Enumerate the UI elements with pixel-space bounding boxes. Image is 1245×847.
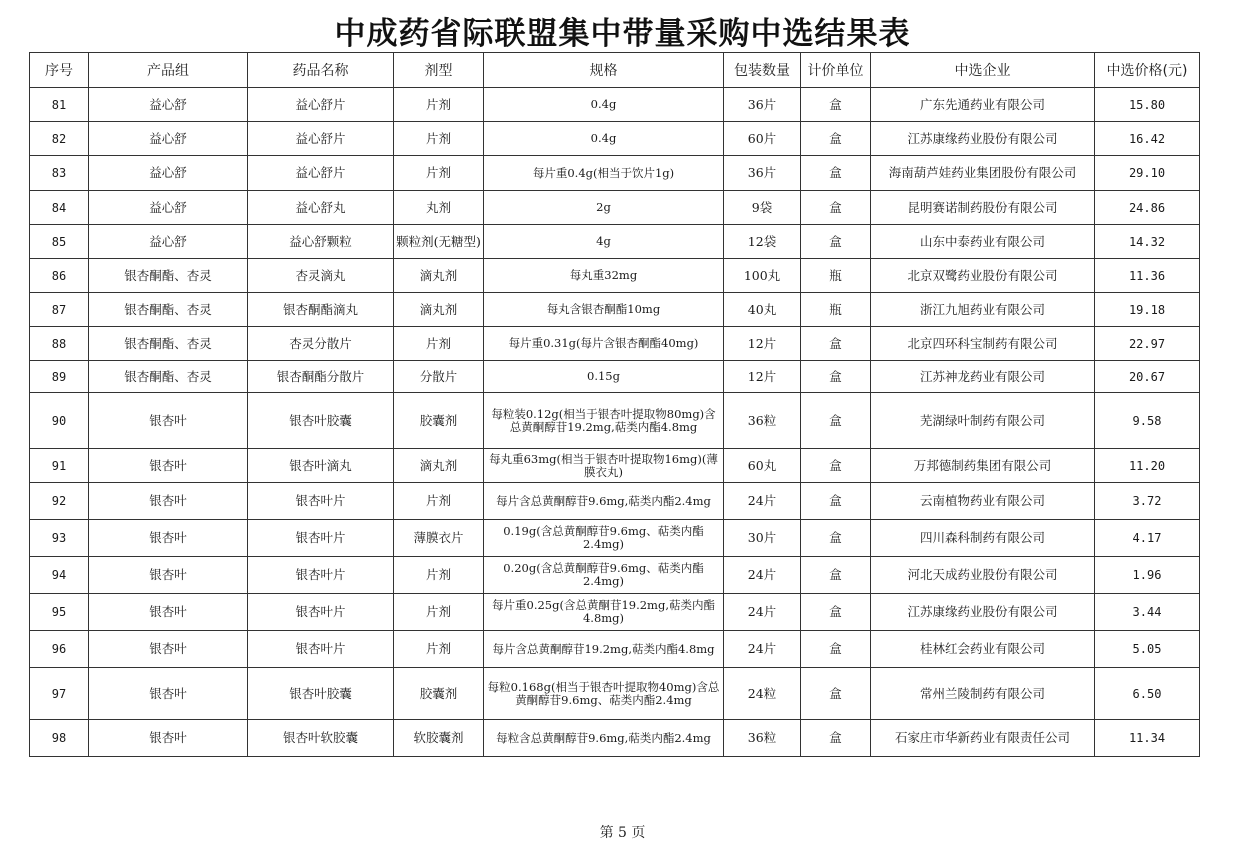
table-row — [30, 594, 1200, 631]
cell-price: 29.10 — [1095, 156, 1200, 191]
cell-seq: 92 — [30, 483, 89, 520]
cell-group: 益心舒 — [89, 191, 248, 225]
cell-spec: 每片重0.31g(每片含银杏酮酯40mg) — [484, 327, 724, 361]
cell-spec: 0.20g(含总黄酮醇苷9.6mg、萜类内酯2.4mg) — [484, 557, 724, 594]
cell-price: 16.42 — [1095, 122, 1200, 156]
cell-price: 22.97 — [1095, 327, 1200, 361]
cell-form: 片剂 — [394, 631, 484, 668]
cell-spec: 每片含总黄酮醇苷19.2mg,萜类内酯4.8mg — [484, 631, 724, 668]
cell-seq: 91 — [30, 449, 89, 483]
cell-group: 益心舒 — [89, 156, 248, 191]
cell-name: 银杏叶片 — [248, 594, 394, 631]
cell-pack: 24片 — [724, 557, 801, 594]
cell-price: 20.67 — [1095, 361, 1200, 393]
cell-company: 桂林红会药业有限公司 — [871, 631, 1095, 668]
cell-form: 胶囊剂 — [394, 668, 484, 720]
table-row — [30, 449, 1200, 483]
cell-unit: 盒 — [801, 225, 871, 259]
cell-group: 银杏叶 — [89, 557, 248, 594]
cell-form: 片剂 — [394, 483, 484, 520]
table-row — [30, 483, 1200, 520]
cell-unit: 盒 — [801, 393, 871, 449]
cell-price: 5.05 — [1095, 631, 1200, 668]
table-row — [30, 668, 1200, 720]
header-group: 产品组 — [89, 53, 248, 88]
cell-company: 四川森科制药有限公司 — [871, 520, 1095, 557]
cell-seq: 85 — [30, 225, 89, 259]
cell-company: 海南葫芦娃药业集团股份有限公司 — [871, 156, 1095, 191]
cell-form: 片剂 — [394, 156, 484, 191]
cell-group: 银杏叶 — [89, 520, 248, 557]
cell-unit: 瓶 — [801, 259, 871, 293]
header-unit: 计价单位 — [801, 53, 871, 88]
cell-form: 片剂 — [394, 88, 484, 122]
cell-seq: 84 — [30, 191, 89, 225]
cell-spec: 0.19g(含总黄酮醇苷9.6mg、萜类内酯2.4mg) — [484, 520, 724, 557]
cell-unit: 盒 — [801, 361, 871, 393]
cell-name: 银杏叶胶囊 — [248, 393, 394, 449]
header-company: 中选企业 — [871, 53, 1095, 88]
cell-spec: 每丸含银杏酮酯10mg — [484, 293, 724, 327]
cell-company: 芜湖绿叶制药有限公司 — [871, 393, 1095, 449]
cell-seq: 98 — [30, 720, 89, 757]
table-row — [30, 88, 1200, 122]
cell-form: 丸剂 — [394, 191, 484, 225]
cell-company: 北京四环科宝制药有限公司 — [871, 327, 1095, 361]
cell-name: 银杏叶软胶囊 — [248, 720, 394, 757]
cell-seq: 97 — [30, 668, 89, 720]
cell-group: 益心舒 — [89, 122, 248, 156]
cell-name: 杏灵分散片 — [248, 327, 394, 361]
cell-company: 广东先通药业有限公司 — [871, 88, 1095, 122]
cell-spec: 每片重0.4g(相当于饮片1g) — [484, 156, 724, 191]
cell-name: 益心舒片 — [248, 156, 394, 191]
cell-name: 益心舒片 — [248, 88, 394, 122]
cell-spec: 0.15g — [484, 361, 724, 393]
cell-unit: 瓶 — [801, 293, 871, 327]
cell-spec: 每片重0.25g(含总黄酮苷19.2mg,萜类内酯4.8mg) — [484, 594, 724, 631]
cell-pack: 60丸 — [724, 449, 801, 483]
cell-spec: 每丸重32mg — [484, 259, 724, 293]
cell-unit: 盒 — [801, 631, 871, 668]
cell-unit: 盒 — [801, 88, 871, 122]
cell-group: 银杏叶 — [89, 483, 248, 520]
cell-form: 胶囊剂 — [394, 393, 484, 449]
cell-seq: 87 — [30, 293, 89, 327]
cell-company: 云南植物药业有限公司 — [871, 483, 1095, 520]
cell-pack: 40丸 — [724, 293, 801, 327]
cell-pack: 60片 — [724, 122, 801, 156]
cell-name: 杏灵滴丸 — [248, 259, 394, 293]
cell-group: 银杏叶 — [89, 393, 248, 449]
cell-seq: 83 — [30, 156, 89, 191]
cell-seq: 81 — [30, 88, 89, 122]
cell-group: 银杏叶 — [89, 449, 248, 483]
cell-price: 11.36 — [1095, 259, 1200, 293]
cell-spec: 4g — [484, 225, 724, 259]
cell-unit: 盒 — [801, 520, 871, 557]
cell-price: 15.80 — [1095, 88, 1200, 122]
cell-seq: 86 — [30, 259, 89, 293]
cell-price: 11.20 — [1095, 449, 1200, 483]
cell-pack: 24片 — [724, 594, 801, 631]
cell-form: 薄膜衣片 — [394, 520, 484, 557]
table-row — [30, 361, 1200, 393]
cell-unit: 盒 — [801, 483, 871, 520]
cell-group: 银杏酮酯、杏灵 — [89, 327, 248, 361]
cell-unit: 盒 — [801, 156, 871, 191]
cell-unit: 盒 — [801, 557, 871, 594]
cell-spec: 每粒装0.12g(相当于银杏叶提取物80mg)含总黄酮醇苷19.2mg,萜类内酯4.8mg — [484, 393, 724, 449]
cell-spec: 每粒含总黄酮醇苷9.6mg,萜类内酯2.4mg — [484, 720, 724, 757]
cell-pack: 36片 — [724, 156, 801, 191]
cell-price: 1.96 — [1095, 557, 1200, 594]
header-form: 剂型 — [394, 53, 484, 88]
cell-company: 河北天成药业股份有限公司 — [871, 557, 1095, 594]
header-name: 药品名称 — [248, 53, 394, 88]
cell-form: 滴丸剂 — [394, 293, 484, 327]
cell-form: 片剂 — [394, 557, 484, 594]
cell-spec: 2g — [484, 191, 724, 225]
cell-group: 银杏酮酯、杏灵 — [89, 259, 248, 293]
cell-form: 片剂 — [394, 122, 484, 156]
cell-form: 颗粒剂(无糖型) — [394, 225, 484, 259]
header-spec: 规格 — [484, 53, 724, 88]
cell-pack: 24粒 — [724, 668, 801, 720]
cell-name: 银杏叶滴丸 — [248, 449, 394, 483]
cell-pack: 24片 — [724, 483, 801, 520]
cell-name: 银杏叶片 — [248, 520, 394, 557]
table-row — [30, 191, 1200, 225]
table-row — [30, 327, 1200, 361]
cell-company: 江苏神龙药业有限公司 — [871, 361, 1095, 393]
cell-group: 银杏叶 — [89, 668, 248, 720]
cell-pack: 12袋 — [724, 225, 801, 259]
table-row — [30, 259, 1200, 293]
cell-unit: 盒 — [801, 668, 871, 720]
cell-group: 益心舒 — [89, 225, 248, 259]
cell-company: 江苏康缘药业股份有限公司 — [871, 594, 1095, 631]
table-row — [30, 393, 1200, 449]
cell-group: 银杏叶 — [89, 720, 248, 757]
table-row — [30, 520, 1200, 557]
cell-pack: 36片 — [724, 88, 801, 122]
cell-company: 北京双鹭药业股份有限公司 — [871, 259, 1095, 293]
cell-group: 银杏叶 — [89, 631, 248, 668]
cell-name: 银杏叶片 — [248, 483, 394, 520]
cell-company: 常州兰陵制药有限公司 — [871, 668, 1095, 720]
cell-price: 6.50 — [1095, 668, 1200, 720]
cell-spec: 每粒0.168g(相当于银杏叶提取物40mg)含总黄酮醇苷9.6mg、萜类内酯2.4mg — [484, 668, 724, 720]
cell-company: 山东中泰药业有限公司 — [871, 225, 1095, 259]
result-table — [29, 52, 1200, 757]
cell-unit: 盒 — [801, 449, 871, 483]
cell-spec: 每片含总黄酮醇苷9.6mg,萜类内酯2.4mg — [484, 483, 724, 520]
header-price: 中选价格(元) — [1095, 53, 1200, 88]
cell-seq: 96 — [30, 631, 89, 668]
cell-seq: 94 — [30, 557, 89, 594]
cell-form: 滴丸剂 — [394, 259, 484, 293]
cell-price: 3.44 — [1095, 594, 1200, 631]
cell-pack: 24片 — [724, 631, 801, 668]
cell-seq: 90 — [30, 393, 89, 449]
cell-name: 银杏酮酯滴丸 — [248, 293, 394, 327]
cell-unit: 盒 — [801, 594, 871, 631]
table-row — [30, 225, 1200, 259]
cell-unit: 盒 — [801, 327, 871, 361]
cell-pack: 100丸 — [724, 259, 801, 293]
page-number: 第 5 页 — [599, 825, 646, 841]
cell-pack: 12片 — [724, 361, 801, 393]
table-row — [30, 720, 1200, 757]
cell-group: 益心舒 — [89, 88, 248, 122]
cell-spec: 每丸重63mg(相当于银杏叶提取物16mg)(薄膜衣丸) — [484, 449, 724, 483]
cell-price: 11.34 — [1095, 720, 1200, 757]
table-row — [30, 631, 1200, 668]
table-row — [30, 122, 1200, 156]
header-row — [30, 53, 1200, 88]
cell-pack: 36粒 — [724, 720, 801, 757]
cell-pack: 36粒 — [724, 393, 801, 449]
cell-form: 软胶囊剂 — [394, 720, 484, 757]
cell-seq: 89 — [30, 361, 89, 393]
cell-pack: 30片 — [724, 520, 801, 557]
cell-group: 银杏酮酯、杏灵 — [89, 293, 248, 327]
cell-form: 片剂 — [394, 327, 484, 361]
cell-price: 3.72 — [1095, 483, 1200, 520]
cell-pack: 12片 — [724, 327, 801, 361]
cell-seq: 95 — [30, 594, 89, 631]
cell-unit: 盒 — [801, 720, 871, 757]
table-row — [30, 293, 1200, 327]
cell-name: 银杏叶片 — [248, 631, 394, 668]
cell-company: 昆明赛诺制药股份有限公司 — [871, 191, 1095, 225]
cell-name: 益心舒颗粒 — [248, 225, 394, 259]
cell-seq: 88 — [30, 327, 89, 361]
cell-company: 万邦德制药集团有限公司 — [871, 449, 1095, 483]
cell-group: 银杏酮酯、杏灵 — [89, 361, 248, 393]
cell-unit: 盒 — [801, 191, 871, 225]
cell-price: 4.17 — [1095, 520, 1200, 557]
cell-company: 浙江九旭药业有限公司 — [871, 293, 1095, 327]
header-pack: 包装数量 — [724, 53, 801, 88]
cell-spec: 0.4g — [484, 122, 724, 156]
cell-name: 益心舒丸 — [248, 191, 394, 225]
cell-name: 银杏叶片 — [248, 557, 394, 594]
cell-seq: 93 — [30, 520, 89, 557]
cell-price: 24.86 — [1095, 191, 1200, 225]
cell-name: 银杏酮酯分散片 — [248, 361, 394, 393]
cell-company: 江苏康缘药业股份有限公司 — [871, 122, 1095, 156]
table-row — [30, 156, 1200, 191]
table-row — [30, 557, 1200, 594]
header-seq: 序号 — [30, 53, 89, 88]
cell-pack: 9袋 — [724, 191, 801, 225]
cell-form: 片剂 — [394, 594, 484, 631]
cell-form: 分散片 — [394, 361, 484, 393]
page-title: 中成药省际联盟集中带量采购中选结果表 — [334, 16, 911, 52]
cell-company: 石家庄市华新药业有限责任公司 — [871, 720, 1095, 757]
cell-name: 银杏叶胶囊 — [248, 668, 394, 720]
cell-price: 19.18 — [1095, 293, 1200, 327]
cell-price: 14.32 — [1095, 225, 1200, 259]
cell-seq: 82 — [30, 122, 89, 156]
cell-group: 银杏叶 — [89, 594, 248, 631]
cell-spec: 0.4g — [484, 88, 724, 122]
cell-form: 滴丸剂 — [394, 449, 484, 483]
cell-price: 9.58 — [1095, 393, 1200, 449]
cell-name: 益心舒片 — [248, 122, 394, 156]
cell-unit: 盒 — [801, 122, 871, 156]
